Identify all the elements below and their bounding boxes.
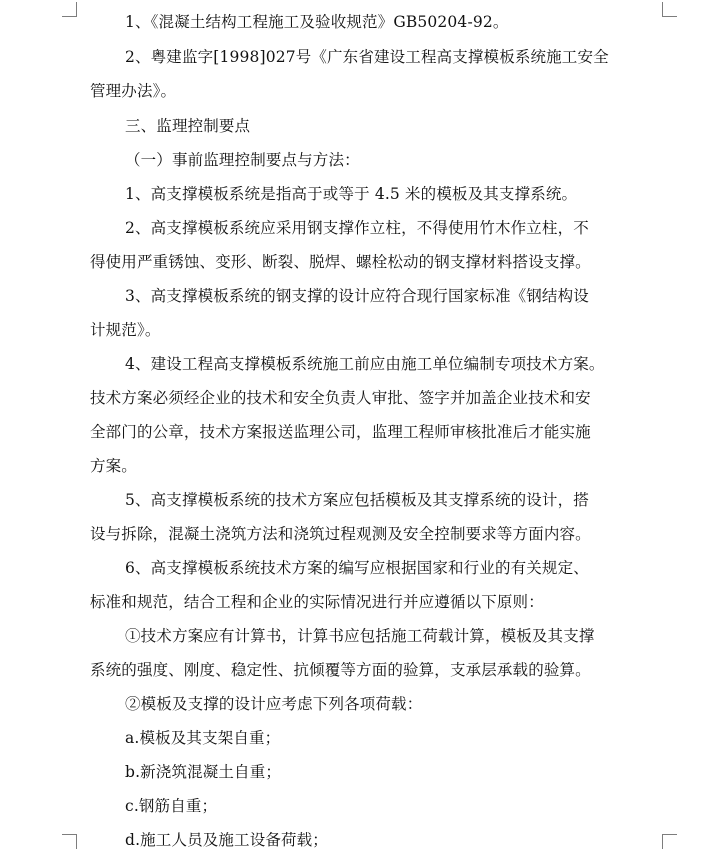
subsection-heading: （一）事前监理控制要点与方法：: [125, 151, 360, 169]
list-item: b.新浇筑混凝土自重；: [125, 763, 281, 781]
paragraph-line: 2、粤建监字[1998]027号《广东省建设工程高支撑模板系统施工安全: [125, 48, 609, 66]
paragraph-line: ②模板及支撑的设计应考虑下列各项荷载：: [125, 695, 423, 713]
paragraph-line: 1、高支撑模板系统是指高于或等于 4.5 米的模板及其支撑系统。: [125, 185, 578, 203]
paragraph-line: 技术方案必须经企业的技术和安全负责人审批、签字并加盖企业技术和安: [90, 389, 591, 407]
section-heading: 三、监理控制要点: [125, 117, 251, 135]
paragraph-line: 方案。: [90, 457, 137, 475]
margin-corner-mark: [662, 834, 677, 849]
paragraph-line: 计规范》。: [90, 321, 161, 339]
paragraph-line: 5、高支撑模板系统的技术方案应包括模板及其支撑系统的设计，搭: [125, 491, 589, 509]
paragraph-line: 全部门的公章，技术方案报送监理公司，监理工程师审核批准后才能实施: [90, 423, 591, 441]
paragraph-line: 6、高支撑模板系统技术方案的编写应根据国家和行业的有关规定、: [125, 559, 589, 577]
paragraph-line: 3、高支撑模板系统的钢支撑的设计应符合现行国家标准《钢结构设: [125, 287, 589, 305]
list-item: c.钢筋自重；: [125, 797, 218, 815]
paragraph-line: 设与拆除，混凝土浇筑方法和浇筑过程观测及安全控制要求等方面内容。: [90, 525, 591, 543]
margin-corner-mark: [62, 834, 77, 849]
margin-corner-mark: [62, 2, 77, 17]
paragraph-line: ①技术方案应有计算书，计算书应包括施工荷载计算，模板及其支撑: [125, 627, 595, 645]
margin-corner-mark: [662, 2, 677, 17]
list-item: a.模板及其支架自重；: [125, 729, 281, 747]
paragraph-line: 4、建设工程高支撑模板系统施工前应由施工单位编制专项技术方案。: [125, 355, 605, 373]
paragraph-line: 标准和规范，结合工程和企业的实际情况进行并应遵循以下原则：: [90, 593, 544, 611]
list-item: d.施工人员及施工设备荷载；: [125, 831, 328, 849]
paragraph-line: 2、高支撑模板系统应采用钢支撑作立柱，不得使用竹木作立柱，不: [125, 219, 589, 237]
paragraph-line: 管理办法》。: [90, 82, 177, 100]
paragraph-line: 得使用严重锈蚀、变形、断裂、脱焊、螺栓松动的钢支撑材料搭设支撑。: [90, 253, 591, 271]
paragraph-line: 系统的强度、刚度、稳定性、抗倾覆等方面的验算，支承层承载的验算。: [90, 661, 591, 679]
paragraph-line: 1、《混凝土结构工程施工及验收规范》GB50204-92。: [125, 13, 509, 31]
